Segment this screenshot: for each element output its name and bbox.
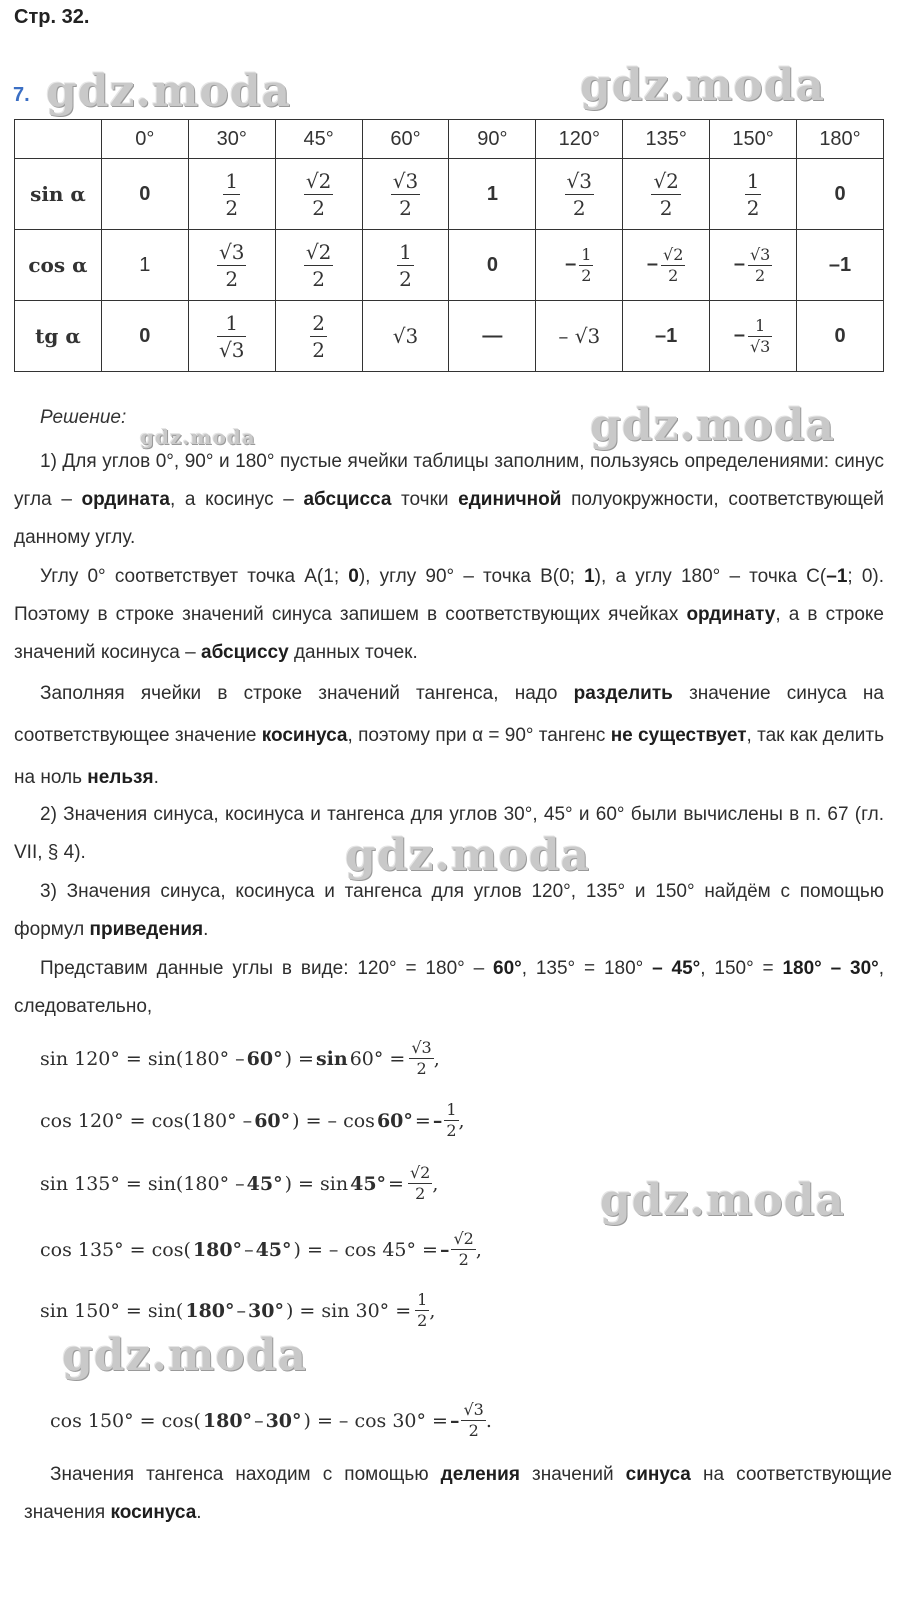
angle-header: 120°: [536, 120, 623, 159]
table-cell: [362, 230, 449, 301]
table-cell: [275, 159, 362, 230]
paragraph-7: Значения тангенса находим с помощью деления значений синуса на соответствующие значения косинуса.: [24, 1464, 892, 1523]
watermark: gdz.moda: [62, 1330, 308, 1381]
fraction: $\frac{√3}{2}$: [392, 168, 419, 220]
formula-sin-150: sin 150° = sin( 180° – 30° ) = sin 30° = $\frac{1}{2}$ ,: [40, 1290, 436, 1330]
corner-cell: [15, 120, 102, 159]
formula-cos-150: cos 150° = cos( 180° – 30° ) = – cos 30° = – $\frac{√3}{2}$ .: [50, 1400, 492, 1440]
table-cell: 1: [101, 230, 188, 301]
fraction: $\frac{√3}{2}$: [411, 1038, 432, 1078]
table-cell: [362, 159, 449, 230]
fraction: $\frac{1}{2}$: [446, 1100, 457, 1140]
fraction: $\frac{1}{√3}$: [218, 310, 245, 362]
fraction: $\frac{1}{2}$: [746, 168, 760, 220]
angle-header: 180°: [797, 120, 884, 159]
table-cell: [188, 159, 275, 230]
table-cell: – $\frac{1}{√3}$: [710, 301, 797, 372]
fraction: $\frac{√3}{2}$: [749, 244, 771, 285]
table-cell: 0: [449, 230, 536, 301]
table-row: [15, 159, 884, 230]
angle-header: 150°: [710, 120, 797, 159]
table-cell: [710, 159, 797, 230]
watermark: gdz.moda: [140, 425, 256, 449]
fraction: $\frac{1}{√3}$: [749, 315, 771, 356]
angle-header: 60°: [362, 120, 449, 159]
formula-cos-120: cos 120° = cos(180° – 60° ) = – cos 60° = – $\frac{1}{2}$ ,: [40, 1100, 465, 1140]
table-cell: [536, 159, 623, 230]
angle-header: 30°: [188, 120, 275, 159]
fraction: $\frac{√2}{2}$: [305, 239, 332, 291]
row-label-cos: cos α: [15, 230, 102, 301]
angle-header: 45°: [275, 120, 362, 159]
trig-values-table: [14, 119, 884, 372]
watermark: gdz.moda: [46, 66, 292, 117]
watermark: gdz.moda: [590, 400, 836, 451]
table-cell: 0: [797, 159, 884, 230]
table-cell: [188, 230, 275, 301]
table-header-row: [15, 120, 884, 159]
fraction: $\frac{√3}{2}$: [463, 1400, 484, 1440]
fraction: $\frac{√2}{2}$: [663, 244, 684, 285]
fraction: $\frac{√2}{2}$: [305, 168, 332, 220]
table-cell: 0: [101, 159, 188, 230]
angle-header: 135°: [623, 120, 710, 159]
table-cell: – √3: [536, 301, 623, 372]
fraction: $\frac{1}{2}$: [225, 168, 239, 220]
paragraph-4: 2) Значения синуса, косинуса и тангенса для углов 30°, 45° и 60° были вычислены в п. 67 (гл. VII, § 4).: [14, 804, 884, 863]
formula-sin-120: sin 120° = sin(180° – 60° ) = sin 60° = $\frac{√3}{2}$ ,: [40, 1038, 440, 1078]
table-row: [15, 230, 884, 301]
formula-sin-135: sin 135° = sin(180° – 45° ) = sin 45° = $\frac{√2}{2}$ ,: [40, 1163, 439, 1203]
row-label-sin: sin α: [15, 159, 102, 230]
solution-heading: Решение:: [40, 407, 127, 428]
table-cell: [275, 230, 362, 301]
angle-header: 0°: [101, 120, 188, 159]
table-cell: [623, 159, 710, 230]
row-label-tg: tg α: [15, 301, 102, 372]
fraction: $\frac{1}{2}$: [581, 244, 592, 285]
table-cell: – $\frac{√3}{2}$: [710, 230, 797, 301]
fraction: $\frac{√2}{2}$: [653, 168, 679, 220]
watermark: gdz.moda: [345, 830, 591, 881]
fraction: $\frac{√3}{2}$: [218, 239, 245, 291]
fraction: $\frac{1}{2}$: [417, 1290, 428, 1330]
paragraph-3: Заполняя ячейки в строке значений тангенса, надо разделить значение синуса на соответствующее значение косинуса, поэтому при α = 90° тангенс не существует, так как делить на ноль нельзя.: [14, 683, 885, 788]
fraction: $\frac{2}{2}$: [312, 310, 325, 362]
fraction: $\frac{√2}{2}$: [453, 1229, 474, 1269]
paragraph-5: 3) Значения синуса, косинуса и тангенса для углов 120°, 135° и 150° найдём с помощью формул приведения.: [14, 881, 884, 940]
table-cell: [188, 301, 275, 372]
formula-cos-135: cos 135° = cos( 180° – 45° ) = – cos 45° = – $\frac{√2}{2}$ ,: [40, 1229, 482, 1269]
table-cell: [275, 301, 362, 372]
paragraph-2: Углу 0° соответствует точка A(1; 0), углу 90° – точка B(0; 1), а углу 180° – точка C(–1; 0). Поэтому в строке значений синуса запишем в соответствующих ячейках ординату, а в строке значений косинуса – абсциссу данных точек.: [14, 566, 885, 663]
paragraph-6: Представим данные углы в виде: 120° = 180° – 60°, 135° = 180° – 45°, 150° = 180° – 30°, следовательно,: [14, 958, 885, 1017]
task-number: 7.: [13, 84, 30, 106]
watermark: gdz.moda: [600, 1175, 846, 1226]
table-cell: —: [449, 301, 536, 372]
fraction: $\frac{√3}{2}$: [566, 168, 593, 220]
table-cell: – $\frac{√2}{2}$: [623, 230, 710, 301]
table-row: [15, 301, 884, 372]
table-cell: –1: [623, 301, 710, 372]
table-cell: 1: [449, 159, 536, 230]
table-cell: 0: [797, 301, 884, 372]
table-cell: 0: [101, 301, 188, 372]
page-header: Стр. 32.: [14, 6, 90, 28]
table-cell: –1: [797, 230, 884, 301]
table-cell: – $\frac{1}{2}$: [536, 230, 623, 301]
fraction: $\frac{√2}{2}$: [409, 1163, 431, 1203]
fraction: $\frac{1}{2}$: [399, 239, 412, 291]
angle-header: 90°: [449, 120, 536, 159]
table-cell: √3: [362, 301, 449, 372]
watermark: gdz.moda: [580, 60, 826, 111]
paragraph-1: 1) Для углов 0°, 90° и 180° пустые ячейки таблицы заполним, пользуясь определениями: синус угла – ордината, а косинус – абсцисса точки единичной полуокружности, соответствующей данному углу.: [14, 451, 885, 548]
